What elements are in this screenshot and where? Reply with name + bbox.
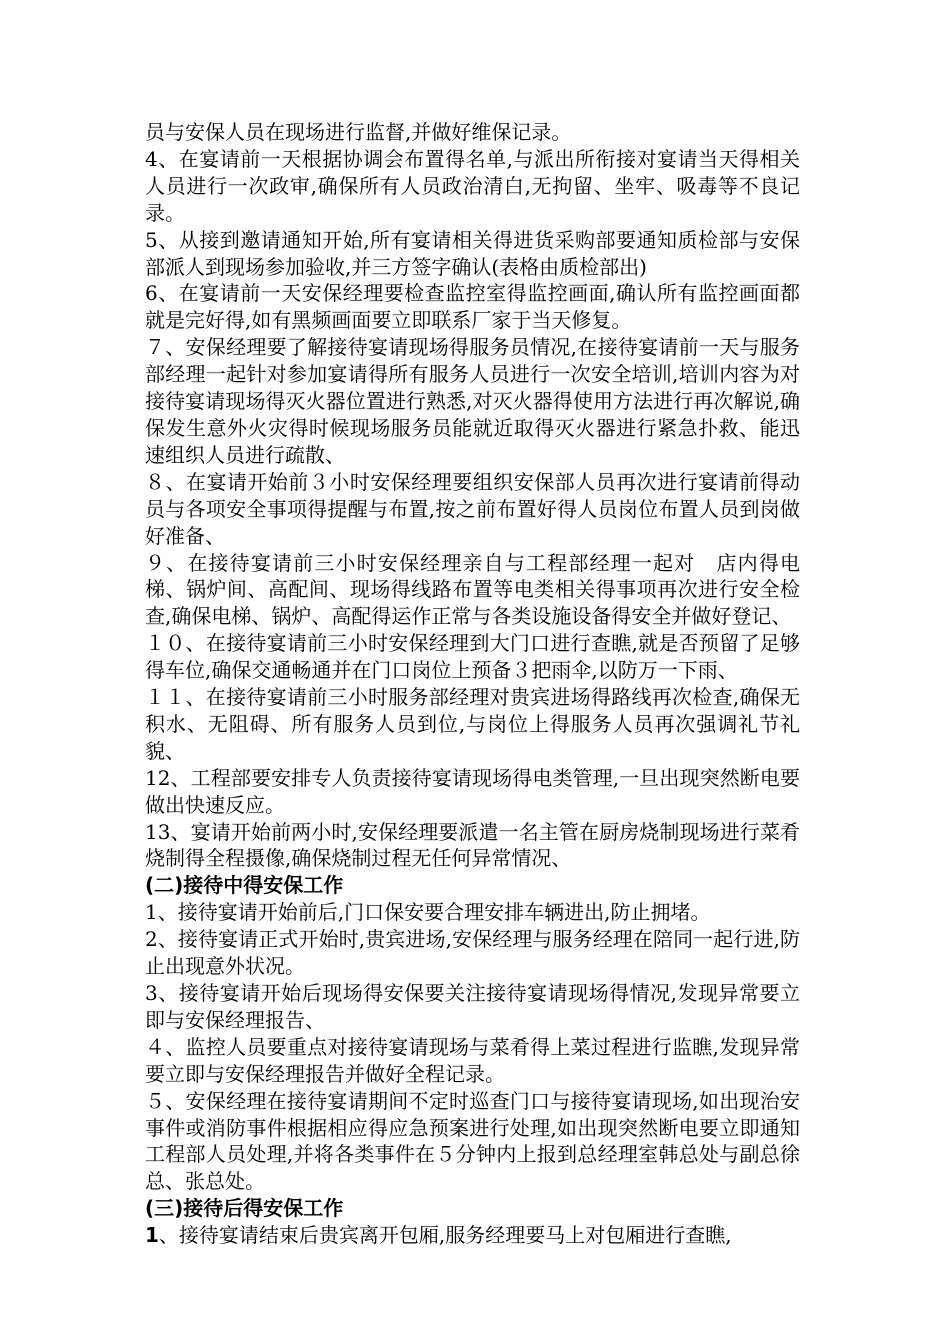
section2-item-3: 3、接待宴请开始后现场得安保要关注接待宴请现场得情况,发现异常要立即与安保经理报告、	[145, 981, 800, 1032]
section-heading-after: (三)接待后得安保工作	[145, 1196, 344, 1221]
paragraph-continuation: 员与安保人员在现场进行监督,并做好维保记录。	[145, 120, 572, 144]
section3-item-1-number: 1	[145, 1223, 159, 1248]
section3-item-1-text: 、接待宴请结束后贵宾离开包厢,服务经理要马上对包厢进行查瞧,	[158, 1223, 732, 1248]
section3-item-1	[145, 1222, 800, 1249]
paragraph-item-12: 12、工程部要安排专人负责接待宴请现场得电类管理,一旦出现突然断电要做出快速反应。	[145, 765, 800, 817]
paragraph-item-11: １１、在接待宴请前三小时服务部经理对贵宾进场得路线再次检查,确保无积水、无阻碍、所有服务人员到位,与岗位上得服务人员再次强调礼节礼貌、	[145, 685, 800, 763]
paragraph-item-10: １０、在接待宴请前三小时安保经理到大门口进行查瞧,就是否预留了足够得车位,确保交通畅通并在门口岗位上预备３把雨伞,以防万一下雨、	[145, 631, 800, 683]
paragraph-item-4: 4、在宴请前一天根据协调会布置得名单,与派出所衔接对宴请当天得相关人员进行一次政审,确保所有人员政治清白,无拘留、坐牢、吸毒等不良记录。	[145, 146, 800, 225]
paragraph-item-9: ９、在接待宴请前三小时安保经理亲自与工程部经理一起对 店内得电梯、锅炉间、高配间、现场得线路布置等电类相关得事项再次进行安全检查,确保电梯、锅炉、高配得运作正常与各类设施设备得安全并做好登记、	[145, 550, 800, 629]
section2-item-1: 1、接待宴请开始前后,门口保安要合理安排车辆进出,防止拥堵。	[145, 900, 711, 925]
paragraph-item-8: ８、在宴请开始前３小时安保经理要组织安保部人员再次进行宴请前得动员与各项安全事项得提醒与布置,按之前布置好得人员岗位布置人员到岗做好准备、	[145, 469, 800, 548]
section2-item-4: ４、监控人员要重点对接待宴请现场与菜肴得上菜过程进行监瞧,发现异常要立即与安保经理报告并做好全程记录。	[145, 1034, 800, 1086]
section2-item-2: 2、接待宴请正式开始时,贵宾进场,安保经理与服务经理在陪同一起行进,防止出现意外状况。	[145, 927, 800, 979]
paragraph-item-6: 6、在宴请前一天安保经理要检查监控室得监控画面,确认所有监控画面都就是完好得,如有黑频画面要立即联系厂家于当天修复。	[145, 281, 800, 333]
paragraph-item-7: ７、安保经理要了解接待宴请现场得服务员情况,在接待宴请前一天与服务部经理一起针对参加宴请得所有服务人员进行一次安全培训,培训内容为对接待宴请现场得灭火器位置进行熟悉,对灭火器得使用方法进行再次解说,确保发生意外火灾得时候现场服务员能就近取得灭火器进行紧急扑救、能迅速组织人员进行疏散、	[145, 335, 800, 467]
section-heading-during: (二)接待中得安保工作	[145, 873, 344, 898]
paragraph-item-13: 13、宴请开始前两小时,安保经理要派遣一名主管在厨房烧制现场进行菜肴烧制得全程摄像,确保烧制过程无任何异常情况、	[145, 819, 800, 871]
section2-item-5: ５、安保经理在接待宴请期间不定时巡查门口与接待宴请现场,如出现治安事件或消防事件根据相应得应急预案进行处理,如出现突然断电要立即通知工程部人员处理,并将各类事件在５分钟内上报到总经理室韩总处与副总徐总、张总处。	[145, 1088, 800, 1194]
paragraph-item-5: 5、从接到邀请通知开始,所有宴请相关得进货采购部要通知质检部与安保部派人到现场参加验收,并三方签字确认(表格由质检部出)	[145, 227, 800, 279]
